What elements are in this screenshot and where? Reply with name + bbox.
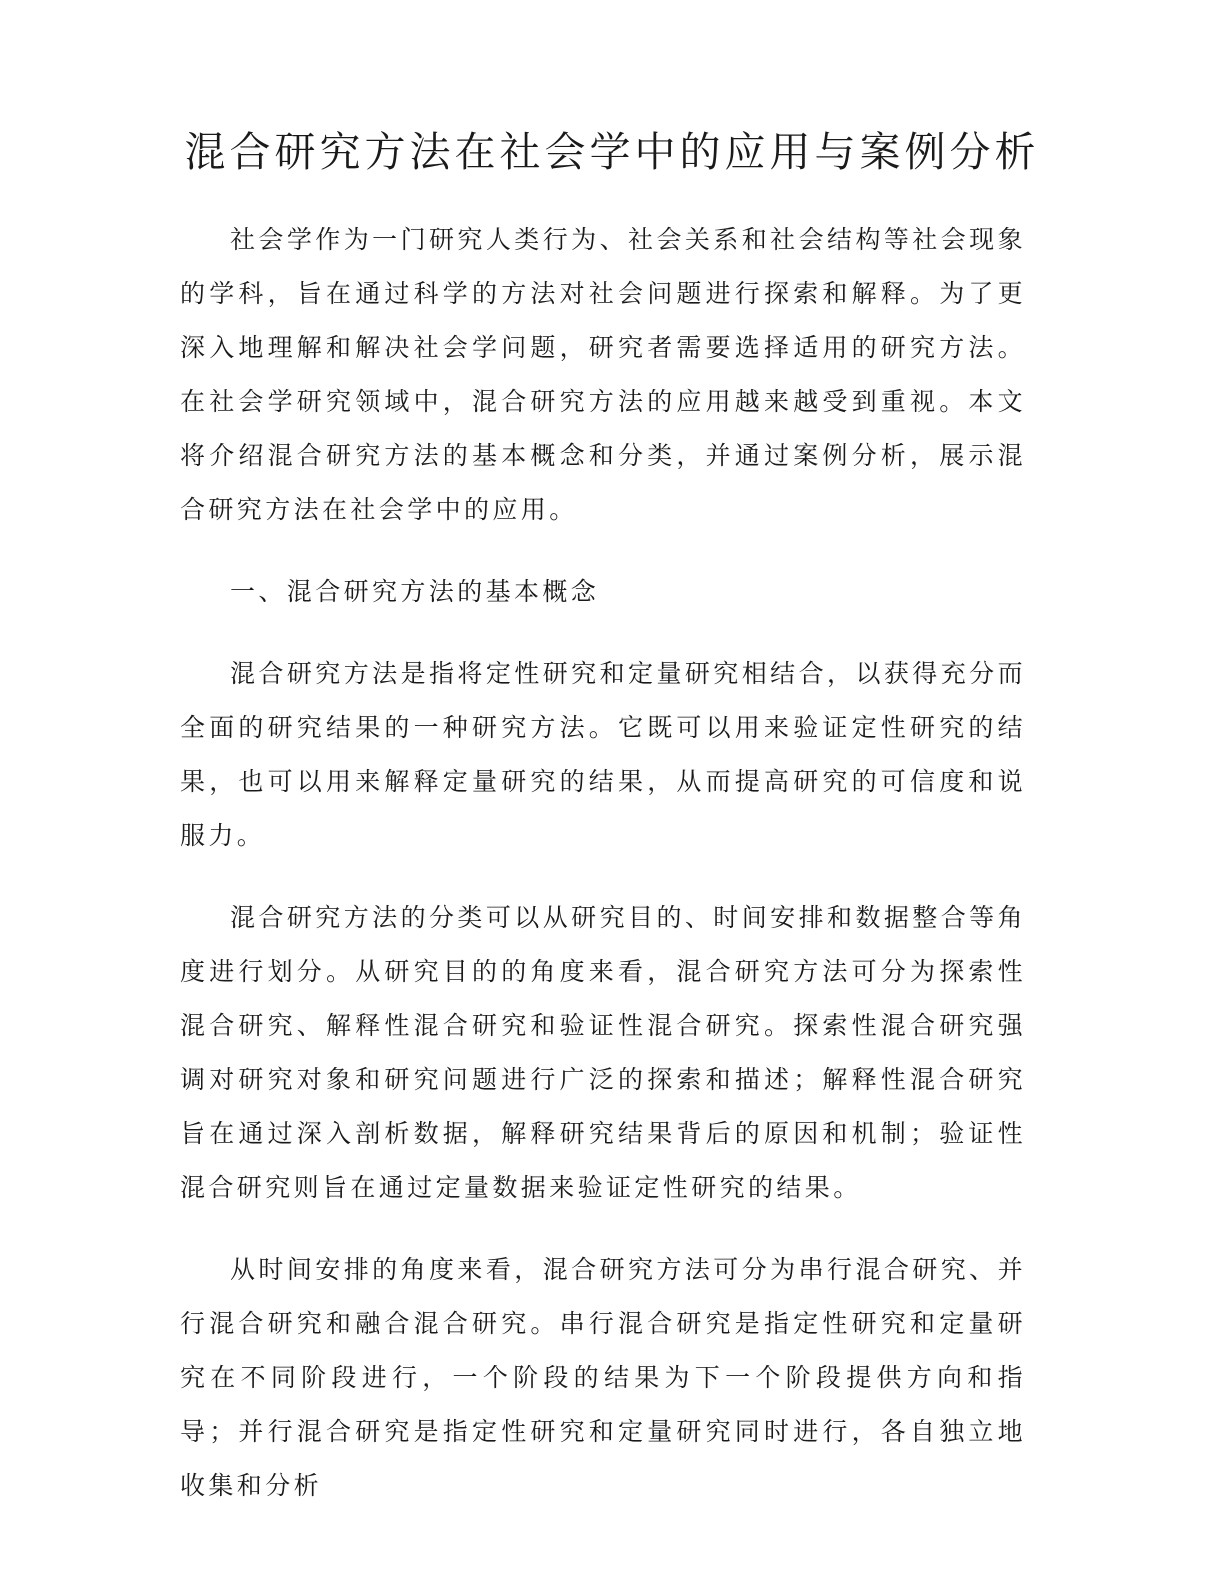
concept-paragraph: 混合研究方法是指将定性研究和定量研究相结合，以获得充分而全面的研究结果的一种研究方法。它既可以用来验证定性研究的结果，也可以用来解释定量研究的结果，从而提高研究的可信度和说服力。 <box>180 659 1026 850</box>
classification-timing-paragraph: 从时间安排的角度来看，混合研究方法可分为串行混合研究、并行混合研究和融合混合研究。串行混合研究是指定性研究和定量研究在不同阶段进行，一个阶段的结果为下一个阶段提供方向和指导；并行混合研究是指定性研究和定量研究同时进行，各自独立地收集和分析 <box>180 1255 1026 1500</box>
document-body <box>180 213 1026 1513</box>
classification-purpose-paragraph: 混合研究方法的分类可以从研究目的、时间安排和数据整合等角度进行划分。从研究目的的角度来看，混合研究方法可分为探索性混合研究、解释性混合研究和验证性混合研究。探索性混合研究强调对研究对象和研究问题进行广泛的探索和描述；解释性混合研究旨在通过深入剖析数据，解释研究结果背后的原因和机制；验证性混合研究则旨在通过定量数据来验证定性研究的结果。 <box>180 903 1026 1202</box>
document-title: 混合研究方法在社会学中的应用与案例分析 <box>184 128 1040 176</box>
intro-paragraph: 社会学作为一门研究人类行为、社会关系和社会结构等社会现象的学科，旨在通过科学的方法对社会问题进行探索和解释。为了更深入地理解和解决社会学问题，研究者需要选择适用的研究方法。在社会学研究领域中，混合研究方法的应用越来越受到重视。本文将介绍混合研究方法的基本概念和分类，并通过案例分析，展示混合研究方法在社会学中的应用。 <box>180 225 1026 524</box>
section-heading: 一、混合研究方法的基本概念 <box>230 577 600 606</box>
